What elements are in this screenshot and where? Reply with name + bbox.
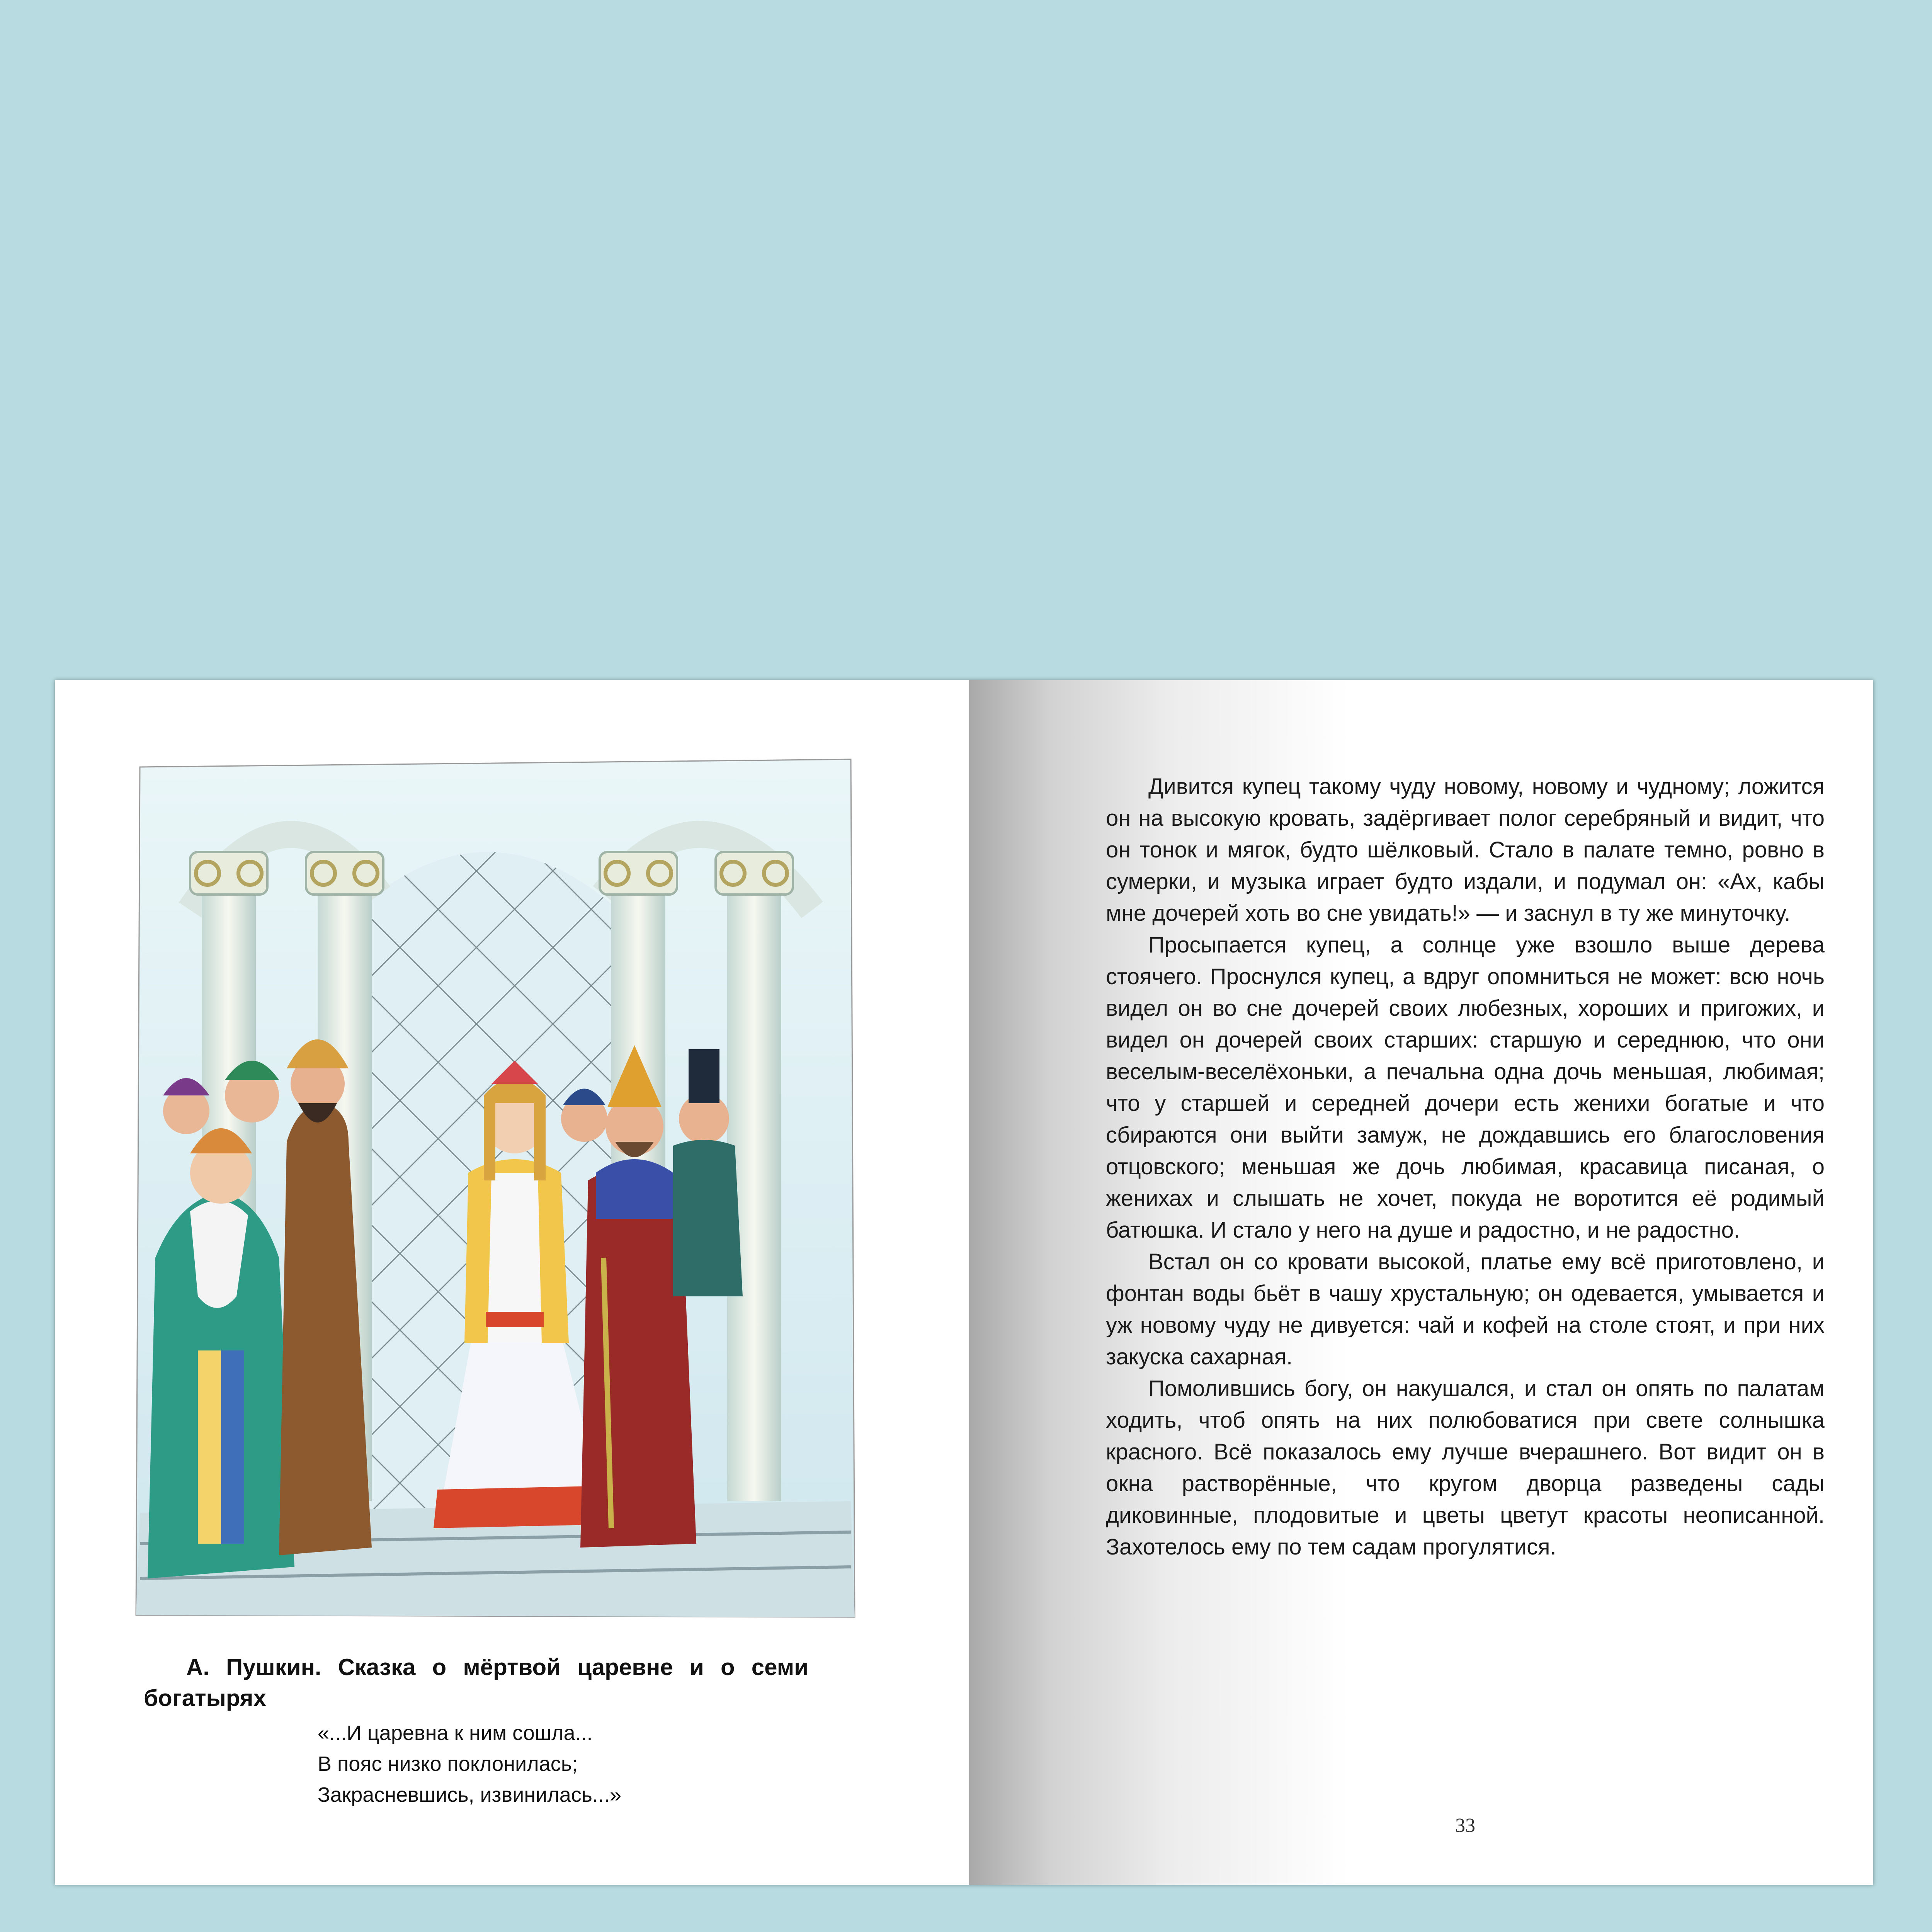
caption-verse: [318, 1718, 808, 1810]
paragraph: Дивится купец такому чуду новому, новому и чудному; ложится он на высокую кровать, задёргивает полог серебряный и видит, что он тонок и мягок, будто шёлковый. Стало в палате темно, ровно в сумерки, и музыка играет будто издали, и подумал он: «Ах, кабы мне дочерей хоть во сне увидать!» — и заснул в ту же минуточку.: [1106, 774, 1825, 926]
illustration-caption: [144, 1652, 808, 1810]
book-spread: [55, 680, 1873, 1885]
body-text: [1106, 771, 1825, 1563]
verse-line: «...И царевна к ним сошла...: [318, 1721, 593, 1745]
paragraph: Встал он со кровати высокой, платье ему всё приготовлено, и фонтан воды бьёт в чашу хрустальную; он одевается, умывается и уж новому чуду не дивуется: чай и кофей на столе стоят, и при них закуска сахарная.: [1106, 1249, 1825, 1369]
verse-line: В пояс низко поклонилась;: [318, 1752, 578, 1776]
verse-line: Закрасневшись, извинилась...»: [318, 1783, 621, 1806]
illustration-image: [132, 755, 859, 1621]
paragraph: Помолившись богу, он накушался, и стал он опять по палатам ходить, чтоб опять на них полюбоватися при свете солнышка красного. Всё показалось ему лучше вчерашнего. Вот видит он в окна растворённые, что кругом дворца разведены сады диковинные, плодовитые и цветы цветут красоты неописанной. Захотелось ему по тем садам прогулятися.: [1106, 1376, 1825, 1560]
illustration-tsarevna-and-bogatyrs: [132, 755, 859, 1621]
left-page: [55, 680, 969, 1885]
paragraph: Просыпается купец, а солнце уже взошло выше дерева стоячего. Проснулся купец, а вдруг опомниться не может: всю ночь видел он во сне дочерей своих любезных, хороших и пригожих, и видел он дочерей своих старших: старшую и середнюю, что они веселым-веселёхоньки, а печальна одна дочь меньшая, любимая; что у старшей и середней дочери есть женихи богатые и что сбираются они выйти замуж, не дождавшись его благословения отцовского; меньшая же дочь любимая, красавица писаная, о женихах и слышать не хочет, покуда не воротится её родимый батюшка. И стало у него на душе и радостно, и не радостно.: [1106, 932, 1825, 1243]
right-page: [969, 680, 1873, 1885]
caption-title: А. Пушкин. Сказка о мёртвой царевне и о семи богатырях: [144, 1654, 808, 1711]
page-number: 33: [1455, 1815, 1475, 1837]
